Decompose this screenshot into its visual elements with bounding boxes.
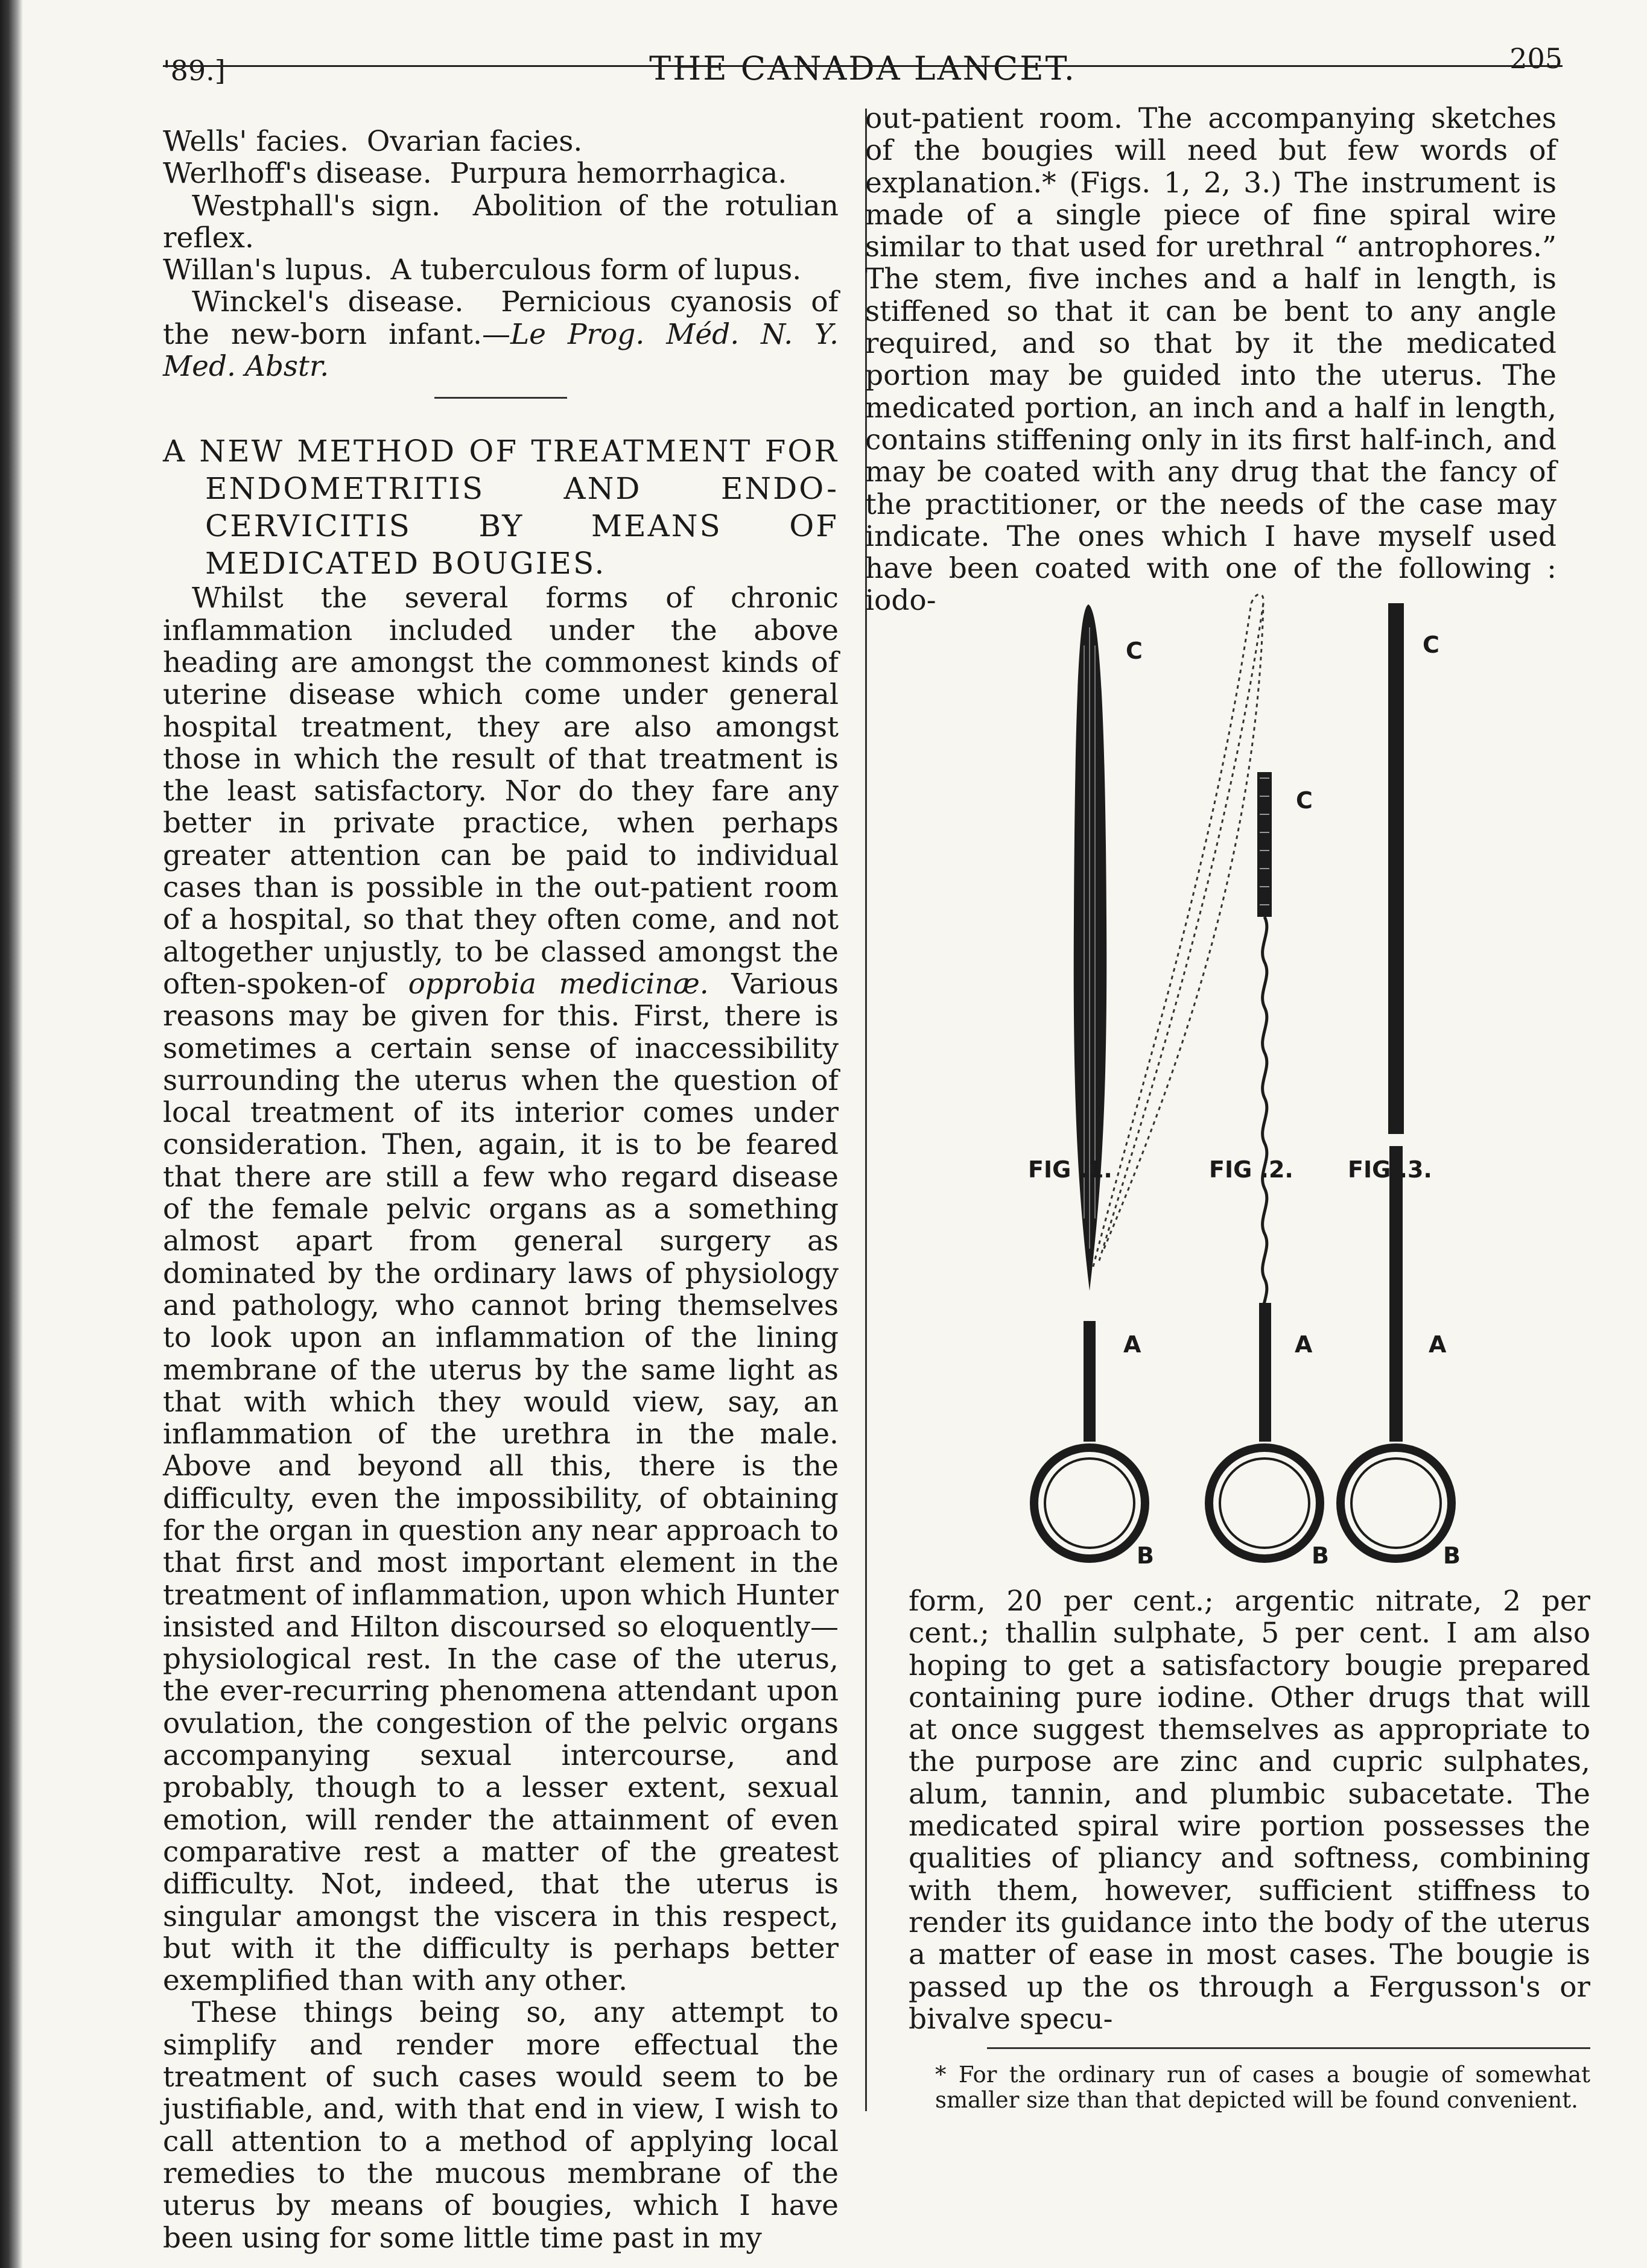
eponym-entry: Westphall's sign. Abolition of the rotulian reflex. (163, 189, 839, 255)
body-paragraph: These things being so, any attempt to simplify and render more effectual the treatment of such cases would seem to be justifiable, and, with that end in view, I wish to call attention to a method of applying local remedies to the mucous membrane of the uterus by means of bougies, which I have been using for some little time past in my (163, 1996, 839, 2255)
fig2-label-b: B (1312, 1542, 1329, 1569)
fig2-label-a: A (1295, 1331, 1313, 1358)
section-separator (434, 397, 567, 399)
fig3-label-c: C (1423, 632, 1439, 658)
fig1-label-c: C (1126, 638, 1143, 664)
fig1-caption: FIG .1. (1028, 1156, 1112, 1183)
fig1-label-a: A (1123, 1331, 1141, 1358)
eponym-entry: Winckel's disease. Pernicious cyanosis of the new-born infant.—Le Prog. Méd. N. Y. Med. Abstr. (163, 285, 839, 384)
eponym-entry: Willan's lupus. A tuberculous form of lupus. (163, 253, 802, 287)
footnote-rule (987, 2047, 1590, 2049)
fig2-label-c: C (1296, 787, 1313, 814)
right-column-bottom (909, 1585, 1590, 2113)
bougie-illustration (865, 555, 1587, 1580)
eponym-entry: Werlhoff's disease. Purpura hemorrhagica. (163, 157, 787, 191)
bougie-figure (865, 555, 1587, 1580)
body-paragraph: out-patient room. The accompanying sketches of the bougies will need but few words of explanation.* (Figs. 1, 2, 3.) The instrument is made of a single piece of fine spiral wire similar to that used for urethral “ antrophores.” The stem, five inches and a half in length, is stiffened so that it can be bent to any angle required, and so that by it the medicated portion may be guided into the uterus. The medicated portion, an inch and a half in length, contains stiffening only in its first half-inch, and may be coated with any drug that the fancy of the practitioner, or the needs of the case may indicate. The ones which I have myself used have been coated with one of the following : iodo- (865, 102, 1557, 618)
fig3-caption: FIG .3. (1348, 1156, 1432, 1183)
page-edge-shadow (0, 0, 23, 2268)
right-column-top (865, 103, 1557, 617)
article-title: A NEW METHOD OF TREATMENT FOR ENDOMETRITIS AND ENDO-CERVICITIS BY MEANS OF MEDICATED BOUGIES. (163, 434, 839, 581)
header-year: '89.] (163, 54, 226, 87)
header-rule (163, 65, 1563, 67)
citation: Le Prog. Méd. N. Y. Med. Abstr. (163, 317, 839, 384)
fig2-caption: FIG .2. (1209, 1156, 1293, 1183)
page-number: 205 (1509, 42, 1563, 75)
footnote: * For the ordinary run of cases a bougie of somewhat smaller size than that depicted will be found convenient. (935, 2062, 1590, 2114)
eponym-entry: Wells' facies. Ovarian facies. (163, 125, 583, 158)
left-column (163, 125, 839, 2254)
fig3-label-b: B (1443, 1542, 1461, 1569)
body-paragraph: Whilst the several forms of chronic inflammation included under the above heading are amongst the commonest kinds of uterine disease which come under general hospital treatment, they are also amongst those in which the result of that treatment is the least satisfactory. Nor do they fare any better in private practice, when perhaps greater attention can be paid to individual cases than is possible in the out-patient room of a hospital, so that they often come, and not altogether unjustly, to be classed amongst the often-spoken-of opprobia medicinæ. Various reasons may be given for this. First, there is sometimes a certain sense of inaccessibility surrounding the uterus when the question of local treatment of its interior comes under consideration. Then, again, it is to be feared that there are still a few who regard disease of the female pelvic organs as a something almost apart from general surgery as dominated by the ordinary laws of physiology and pathology, who cannot bring themselves to look upon an inflammation of the lining membrane of the uterus by the same light as that with which they would view, say, an inflammation of the urethra in the male. Above and beyond all this, there is the difficulty, even the impossibility, of obtaining for the organ in question any near approach to that first and most important element in the treatment of inflammation, upon which Hunter insisted and Hilton discoursed so eloquently—physiological rest. In the case of the uterus, the ever-recurring phenomena attendant upon ovulation, the congestion of the pelvic organs accompanying sexual intercourse, and probably, though to a lesser extent, sexual emotion, will render the attainment of even comparative rest a matter of the greatest difficulty. Not, indeed, that the uterus is singular amongst the viscera in this respect, but with it the difficulty is perhaps better exemplified than with any other. (163, 581, 839, 1998)
fig1-label-b: B (1137, 1542, 1154, 1569)
body-paragraph: form, 20 per cent.; argentic nitrate, 2 per cent.; thallin sulphate, 5 per cent. I am also hoping to get a satisfactory bougie prepared containing pure iodine. Other drugs that will at once suggest themselves as appropriate to the purpose are zinc and cupric sulphates, alum, tannin, and plumbic subacetate. The medicated spiral wire portion possesses the qualities of pliancy and softness, combining with them, however, sufficient stiffness to render its guidance into the body of the uterus a matter of ease in most cases. The bougie is passed up the os through a Fergusson's or bivalve specu- (909, 1585, 1590, 2036)
page-header (163, 42, 1563, 109)
fig3-label-a: A (1429, 1331, 1447, 1358)
journal-title: THE CANADA LANCET. (649, 49, 1076, 87)
